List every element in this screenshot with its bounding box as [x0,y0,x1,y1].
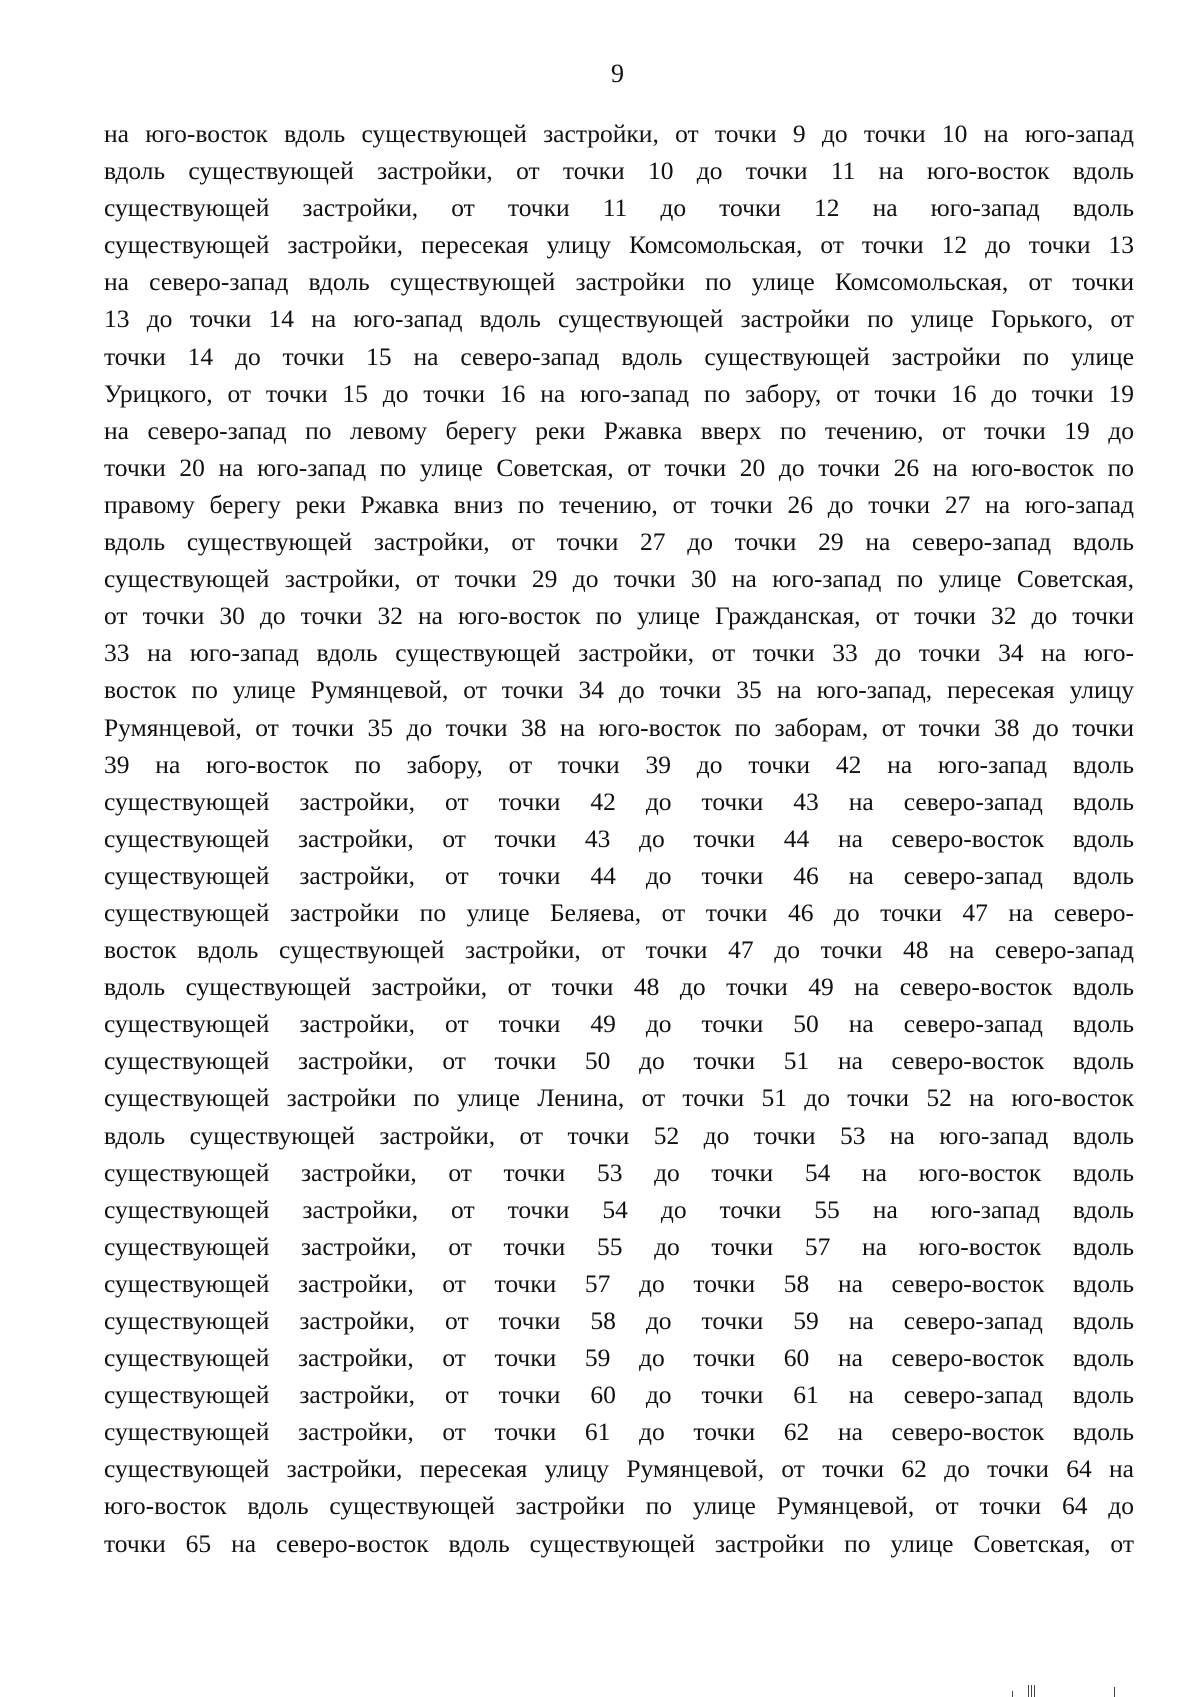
text-line: восток вдоль существующей застройки, от точки 47 до точки 48 на северо-запад [104,935,1134,965]
scan-artifact-marks [1002,1683,1122,1697]
text-line: вдоль существующей застройки, от точки 27 до точки 29 на северо-запад вдоль [104,527,1134,557]
text-line: 33 на юго-запад вдоль существующей застройки, от точки 33 до точки 34 на юго- [104,638,1134,668]
text-line: существующей застройки, от точки 60 до точки 61 на северо-запад вдоль [104,1380,1134,1410]
text-line: вдоль существующей застройки, от точки 52 до точки 53 на юго-запад вдоль [104,1120,1134,1150]
text-line: существующей застройки, от точки 57 до точки 58 на северо-восток вдоль [104,1268,1134,1298]
text-line: существующей застройки, от точки 58 до точки 59 на северо-запад вдоль [104,1306,1134,1335]
text-line: существующей застройки, от точки 50 до точки 51 на северо-восток вдоль [104,1046,1134,1076]
scan-mark [1034,1685,1035,1697]
text-line: существующей застройки по улице Беляева, от точки 46 до точки 47 на северо- [104,897,1134,927]
scan-mark [1028,1685,1029,1697]
text-line: существующей застройки, от точки 59 до точки 60 на северо-восток вдоль [104,1343,1134,1373]
text-line: на северо-запад по левому берегу реки Ржавка вверх по течению, от точки 19 до [104,415,1134,445]
text-line: Румянцевой, от точки 35 до точки 38 на юго-восток по заборам, от точки 38 до точки [104,712,1134,742]
text-line: вдоль существующей застройки, от точки 10 до точки 11 на юго-восток вдоль [104,156,1134,186]
text-line: точки 20 на юго-запад по улице Советская, от точки 20 до точки 26 на юго-восток по [104,452,1134,482]
text-line: 13 до точки 14 на юго-запад вдоль существующей застройки по улице Горького, от [104,304,1134,334]
text-line: существующей застройки, от точки 44 до точки 46 на северо-запад вдоль [104,860,1134,890]
text-line: существующей застройки, от точки 49 до точки 50 на северо-запад вдоль [104,1009,1134,1039]
text-line: на северо-запад вдоль существующей застройки по улице Комсомольская, от точки [104,267,1134,297]
text-line: существующей застройки, от точки 11 до точки 12 на юго-запад вдоль [104,193,1134,223]
text-line: существующей застройки, от точки 29 до точки 30 на юго-запад по улице Советская, [104,564,1134,594]
text-line: на юго-восток вдоль существующей застройки, от точки 9 до точки 10 на юго-запад [104,119,1134,148]
text-line: существующей застройки, пересекая улицу Комсомольская, от точки 12 до точки 13 [104,230,1134,260]
text-line: существующей застройки, от точки 43 до точки 44 на северо-восток вдоль [104,823,1134,853]
page-number: 9 [611,59,624,88]
body-text [104,115,1134,1562]
text-line: существующей застройки по улице Ленина, от точки 51 до точки 52 на юго-восток [104,1083,1134,1113]
scan-mark [1114,1687,1115,1697]
text-line: юго-восток вдоль существующей застройки по улице Румянцевой, от точки 64 до [104,1491,1134,1521]
text-line: восток по улице Румянцевой, от точки 34 до точки 35 на юго-запад, пересекая улицу [104,675,1134,705]
text-line: точки 14 до точки 15 на северо-запад вдоль существующей застройки по улице [104,341,1134,371]
text-line: существующей застройки, от точки 61 до точки 62 на северо-восток вдоль [104,1417,1134,1447]
text-line: существующей застройки, от точки 55 до точки 57 на юго-восток вдоль [104,1231,1134,1261]
text-line: существующей застройки, от точки 42 до точки 43 на северо-запад вдоль [104,786,1134,816]
text-line: существующей застройки, от точки 53 до точки 54 на юго-восток вдоль [104,1157,1134,1187]
text-line: Урицкого, от точки 15 до точки 16 на юго-запад по забору, от точки 16 до точки 19 [104,378,1134,408]
text-line: существующей застройки, пересекая улицу Румянцевой, от точки 62 до точки 64 на [104,1454,1134,1484]
text-line: 39 на юго-восток по забору, от точки 39 до точки 42 на юго-запад вдоль [104,749,1134,779]
scan-mark [1012,1691,1013,1697]
text-line: вдоль существующей застройки, от точки 48 до точки 49 на северо-восток вдоль [104,972,1134,1002]
text-line: существующей застройки, от точки 54 до точки 55 на юго-запад вдоль [104,1194,1134,1224]
text-line: от точки 30 до точки 32 на юго-восток по улице Гражданская, от точки 32 до точки [104,601,1134,631]
text-line: правому берегу реки Ржавка вниз по течению, от точки 26 до точки 27 на юго-запад [104,489,1134,519]
text-line: точки 65 на северо-восток вдоль существующей застройки по улице Советская, от [104,1528,1134,1558]
scan-mark [1031,1685,1032,1697]
